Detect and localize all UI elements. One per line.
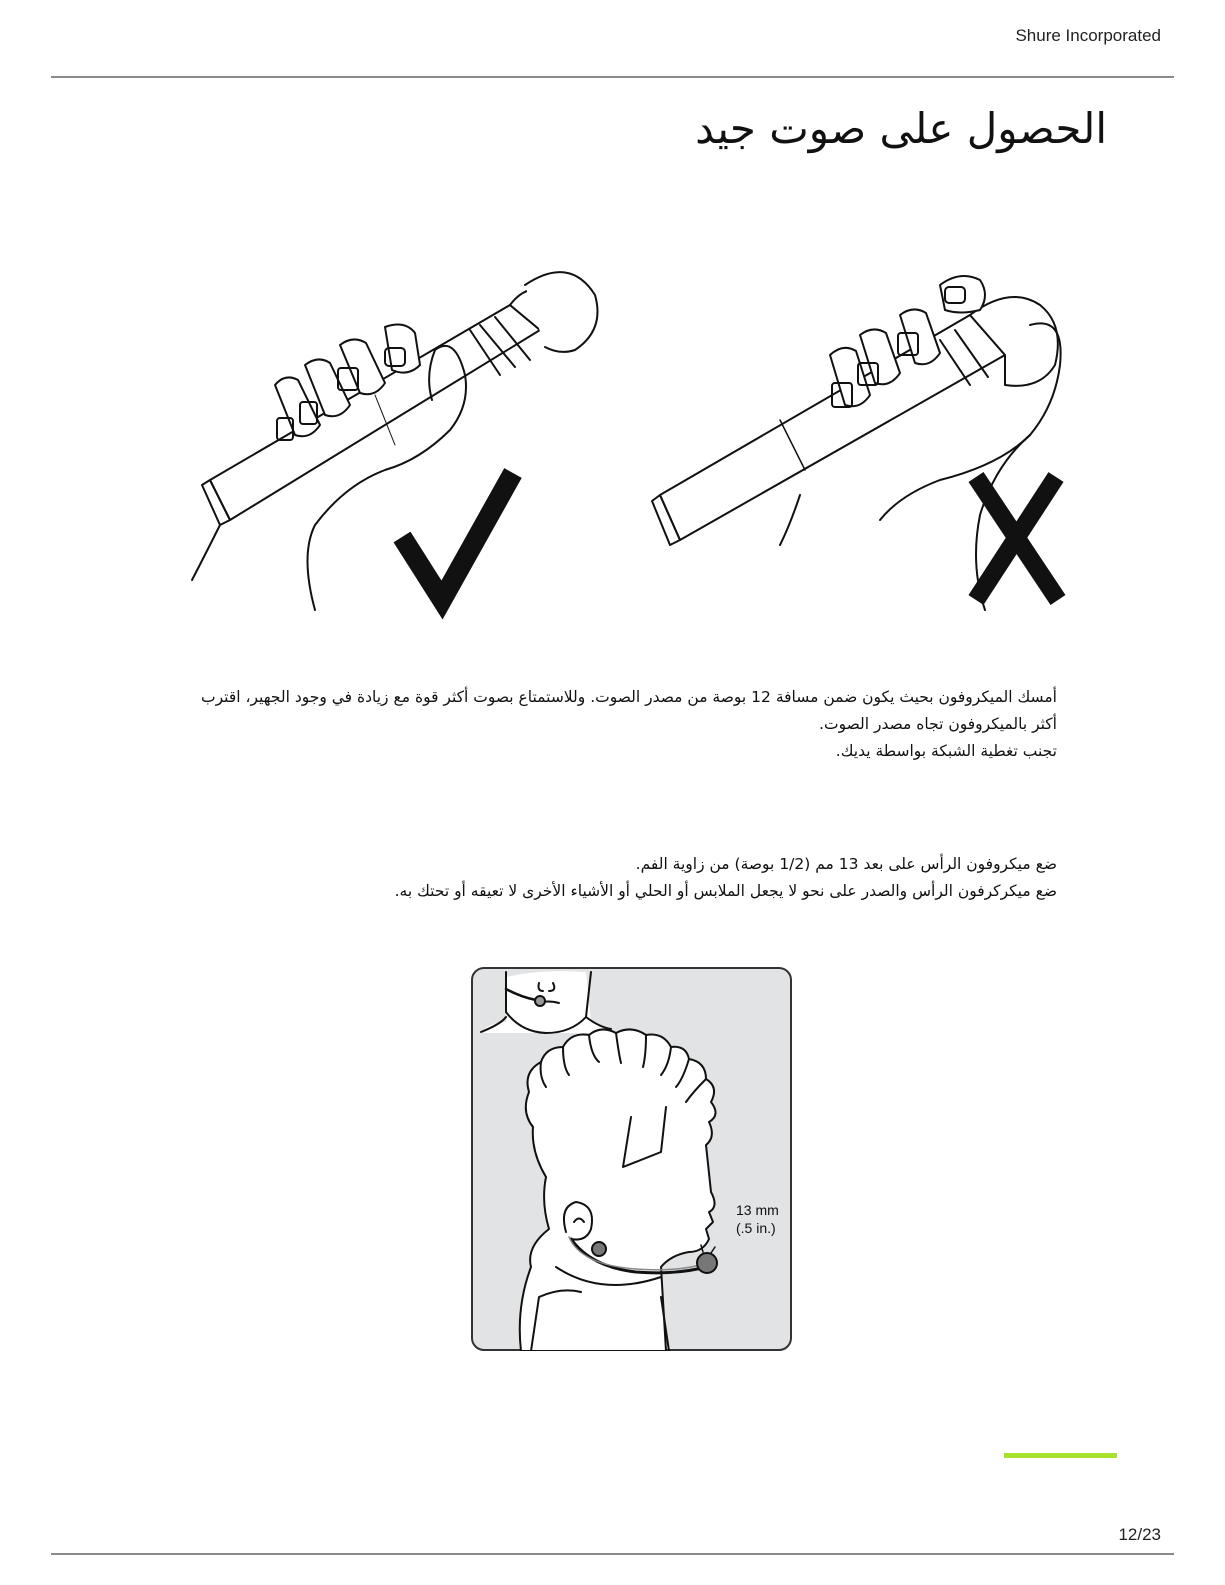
- handheld-instruction-line-2: تجنب تغطية الشبكة بواسطة يديك.: [835, 742, 1057, 760]
- distance-label-in: (.5 in.): [736, 1220, 776, 1236]
- footer-divider: [51, 1553, 1174, 1555]
- page-number: 12/23: [1118, 1525, 1161, 1544]
- distance-label-mm: 13 mm: [736, 1202, 779, 1218]
- correct-grip-illustration: [192, 272, 598, 610]
- header-divider: [51, 76, 1174, 78]
- page-title: الحصول على صوت جيد: [695, 104, 1107, 153]
- headset-instructions: [177, 851, 1057, 905]
- headset-mic-figure: [471, 967, 792, 1351]
- handheld-instructions: [177, 684, 1057, 765]
- header-company: Shure Incorporated: [1015, 26, 1161, 45]
- handheld-instruction-line-1: أمسك الميكروفون بحيث يكون ضمن مسافة 12 بوصة من مصدر الصوت. وللاستمتاع بصوت أكثر قوة مع زيادة في وجود الجهير، اقترب أكثر بالميكروفون تجاه مصدر الصوت.: [201, 688, 1057, 733]
- accent-bar: [1004, 1453, 1117, 1458]
- handheld-mic-figure: [180, 255, 1090, 625]
- headset-instruction-line-1: ضع ميكروفون الرأس على بعد 13 مم (1/2 بوصة) من زاوية الفم.: [635, 855, 1057, 873]
- incorrect-grip-illustration: [652, 276, 1061, 610]
- headset-instruction-line-2: ضع ميكركرفون الرأس والصدر على نحو لا يجعل الملابس أو الحلي أو الأشياء الأخرى لا تعيقه أو تحتك به.: [394, 882, 1057, 900]
